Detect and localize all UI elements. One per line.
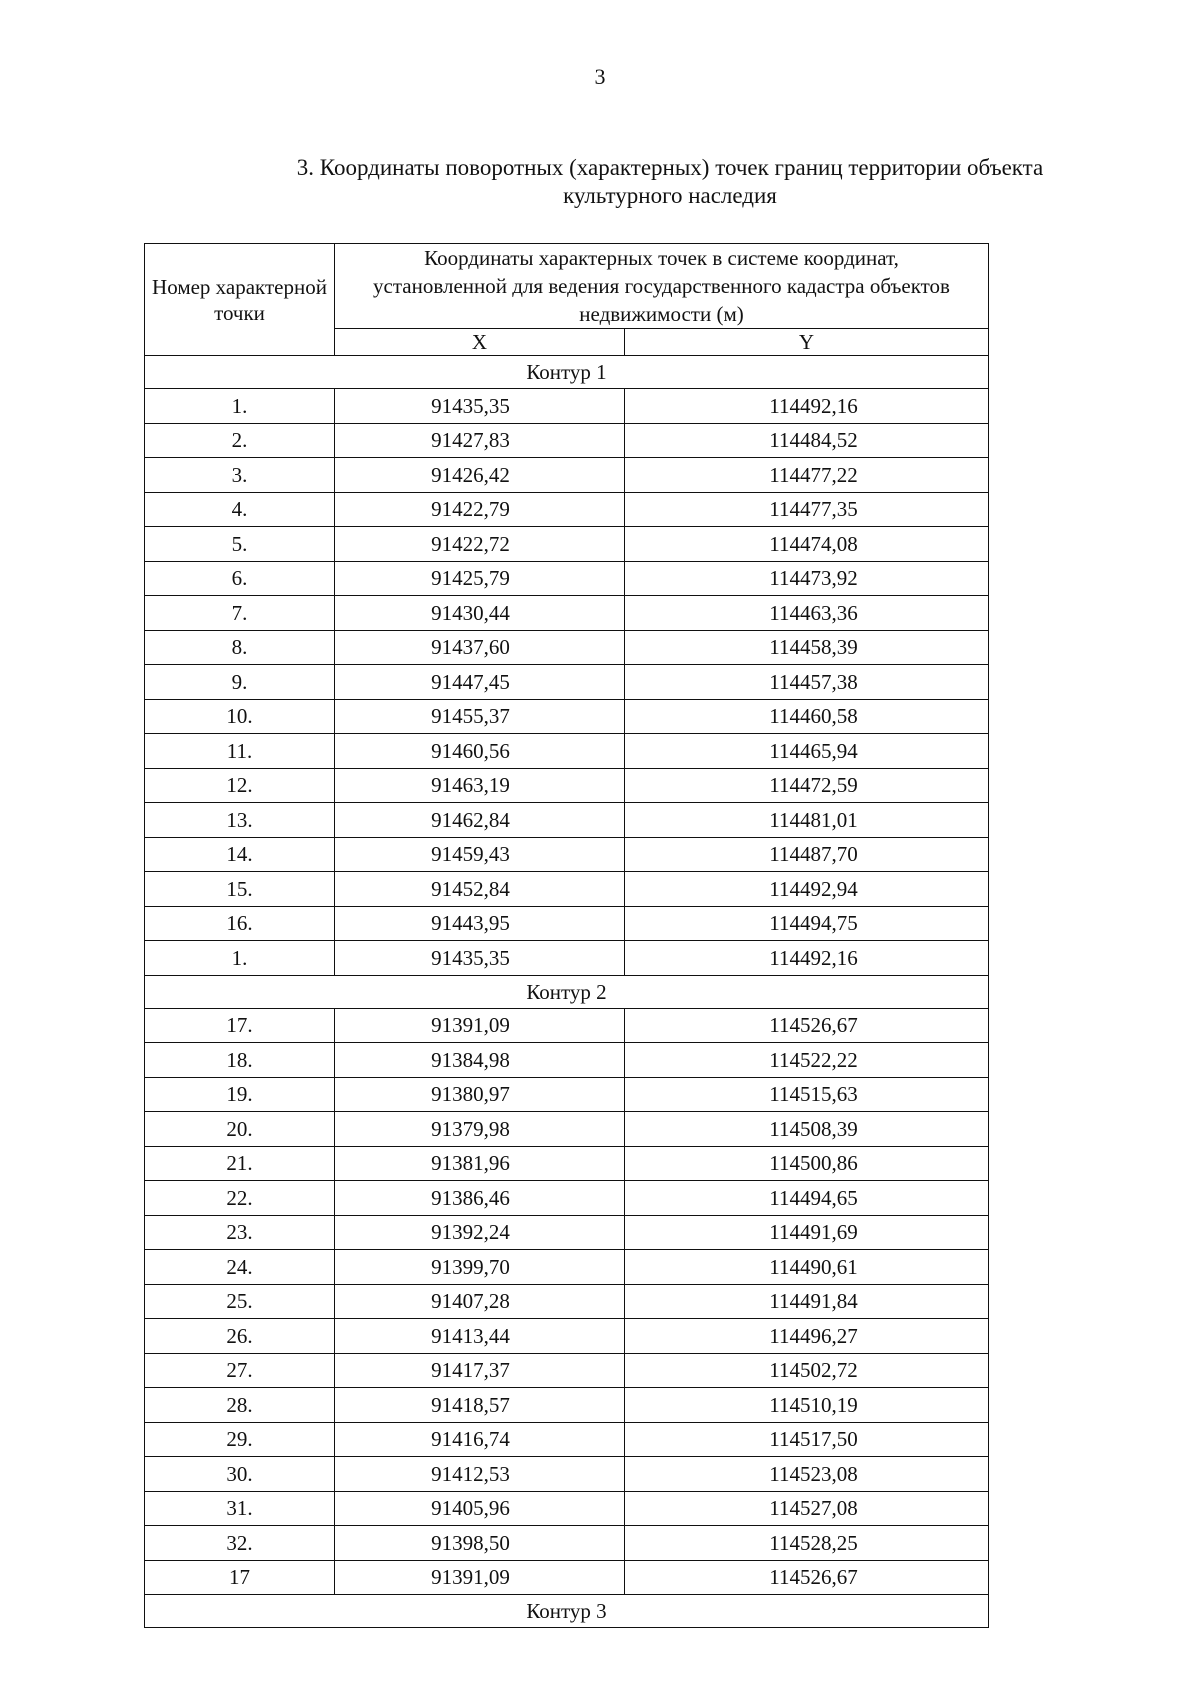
x-coordinate: 91412,53 xyxy=(431,1461,510,1486)
point-number: 11. xyxy=(226,738,253,763)
x-coordinate-cell xyxy=(335,1422,625,1457)
y-coordinate-cell xyxy=(625,872,989,907)
y-coordinate: 114477,22 xyxy=(769,462,858,487)
point-number: 20. xyxy=(226,1116,253,1141)
table-row xyxy=(145,596,989,631)
y-coordinate-cell xyxy=(625,1319,989,1354)
point-number-cell xyxy=(145,1560,335,1595)
x-coordinate-cell xyxy=(335,1008,625,1043)
point-number: 2. xyxy=(231,428,248,453)
x-coordinate: 91437,60 xyxy=(431,635,510,660)
table-row xyxy=(145,527,989,562)
point-number: 32. xyxy=(226,1530,253,1555)
y-coordinate-cell xyxy=(625,699,989,734)
point-number: 28. xyxy=(226,1392,253,1417)
x-coordinate-cell xyxy=(335,458,625,493)
contour-row xyxy=(145,1595,989,1628)
point-number: 5. xyxy=(231,531,248,556)
x-coordinate-cell xyxy=(335,665,625,700)
y-coordinate: 114522,22 xyxy=(769,1047,858,1072)
point-number: 17 xyxy=(229,1565,250,1590)
y-coordinate-cell xyxy=(625,1008,989,1043)
x-coordinate-cell xyxy=(335,803,625,838)
x-coordinate-cell xyxy=(335,1284,625,1319)
contour-row xyxy=(145,356,989,389)
table-row xyxy=(145,561,989,596)
point-number: 17. xyxy=(226,1013,253,1038)
x-coordinate-cell xyxy=(335,389,625,424)
x-coordinate: 91384,98 xyxy=(431,1047,510,1072)
point-number-cell xyxy=(145,1181,335,1216)
x-coordinate: 91435,35 xyxy=(431,393,510,418)
table-row xyxy=(145,734,989,769)
x-coordinate: 91443,95 xyxy=(431,911,510,936)
contour-row xyxy=(145,975,989,1008)
point-number-cell xyxy=(145,665,335,700)
x-coordinate: 91391,09 xyxy=(431,1013,510,1038)
point-number-cell xyxy=(145,1491,335,1526)
point-number-cell xyxy=(145,734,335,769)
x-coordinate: 91422,72 xyxy=(431,531,510,556)
y-coordinate-cell xyxy=(625,527,989,562)
point-number-cell xyxy=(145,1146,335,1181)
point-number: 29. xyxy=(226,1427,253,1452)
x-coordinate: 91380,97 xyxy=(431,1082,510,1107)
y-coordinate: 114496,27 xyxy=(769,1323,858,1348)
table-row xyxy=(145,1181,989,1216)
y-coordinate: 114458,39 xyxy=(769,635,858,660)
point-number: 6. xyxy=(231,566,248,591)
point-number-cell xyxy=(145,803,335,838)
x-coordinate: 91462,84 xyxy=(431,807,510,832)
table-row xyxy=(145,389,989,424)
x-coordinate: 91452,84 xyxy=(431,876,510,901)
point-number-cell xyxy=(145,906,335,941)
table-row xyxy=(145,1491,989,1526)
point-number-cell xyxy=(145,630,335,665)
y-coordinate: 114526,67 xyxy=(769,1565,858,1590)
point-number: 16. xyxy=(226,911,253,936)
table-row xyxy=(145,1319,989,1354)
y-coordinate: 114515,63 xyxy=(769,1082,858,1107)
y-coordinate: 114474,08 xyxy=(769,531,858,556)
point-number: 4. xyxy=(231,497,248,522)
y-coordinate: 114502,72 xyxy=(769,1358,858,1383)
point-number: 30. xyxy=(226,1461,253,1486)
y-coordinate: 114473,92 xyxy=(769,566,858,591)
y-coordinate: 114487,70 xyxy=(769,842,858,867)
x-coordinate: 91386,46 xyxy=(431,1185,510,1210)
y-coordinate-cell xyxy=(625,423,989,458)
table-row xyxy=(145,768,989,803)
point-number: 8. xyxy=(231,635,248,660)
x-coordinate-cell xyxy=(335,734,625,769)
point-number: 3. xyxy=(231,462,248,487)
table-row xyxy=(145,906,989,941)
table-row xyxy=(145,1388,989,1423)
point-number-cell xyxy=(145,1353,335,1388)
x-coordinate: 91413,44 xyxy=(431,1323,510,1348)
x-coordinate-cell xyxy=(335,699,625,734)
y-coordinate: 114460,58 xyxy=(769,704,858,729)
y-coordinate-cell xyxy=(625,1215,989,1250)
x-coordinate: 91463,19 xyxy=(431,773,510,798)
x-coordinate-cell xyxy=(335,1560,625,1595)
contour-title: Контур 2 xyxy=(145,975,989,1008)
y-coordinate: 114465,94 xyxy=(769,738,858,763)
y-coordinate-cell xyxy=(625,906,989,941)
point-number-cell xyxy=(145,1319,335,1354)
x-coordinate-cell xyxy=(335,1181,625,1216)
table-row xyxy=(145,492,989,527)
y-coordinate-cell xyxy=(625,1422,989,1457)
x-coordinate: 91459,43 xyxy=(431,842,510,867)
y-coordinate: 114526,67 xyxy=(769,1013,858,1038)
point-number-cell xyxy=(145,699,335,734)
x-coordinate-cell xyxy=(335,768,625,803)
point-number: 1. xyxy=(231,945,248,970)
y-coordinate-cell xyxy=(625,1250,989,1285)
table-row xyxy=(145,1284,989,1319)
y-coordinate: 114491,69 xyxy=(769,1220,858,1245)
x-coordinate-cell xyxy=(335,1112,625,1147)
header-x: X xyxy=(335,329,625,356)
x-coordinate: 91418,57 xyxy=(431,1392,510,1417)
contour-title: Контур 3 xyxy=(145,1595,989,1628)
x-coordinate: 91399,70 xyxy=(431,1254,510,1279)
y-coordinate-cell xyxy=(625,596,989,631)
point-number-cell xyxy=(145,1077,335,1112)
y-coordinate: 114523,08 xyxy=(769,1461,858,1486)
y-coordinate-cell xyxy=(625,665,989,700)
x-coordinate: 91422,79 xyxy=(431,497,510,522)
x-coordinate: 91416,74 xyxy=(431,1427,510,1452)
y-coordinate: 114472,59 xyxy=(769,773,858,798)
point-number-cell xyxy=(145,1215,335,1250)
y-coordinate-cell xyxy=(625,492,989,527)
point-number: 27. xyxy=(226,1358,253,1383)
table-row xyxy=(145,665,989,700)
point-number: 7. xyxy=(231,600,248,625)
contour-title: Контур 1 xyxy=(145,356,989,389)
x-coordinate-cell xyxy=(335,1526,625,1561)
x-coordinate-cell xyxy=(335,1319,625,1354)
y-coordinate: 114491,84 xyxy=(769,1289,858,1314)
x-coordinate: 91379,98 xyxy=(431,1116,510,1141)
table-row xyxy=(145,630,989,665)
coordinates-table-body xyxy=(145,356,989,1628)
y-coordinate: 114494,75 xyxy=(769,911,858,936)
y-coordinate: 114508,39 xyxy=(769,1116,858,1141)
y-coordinate-cell xyxy=(625,941,989,976)
point-number-cell xyxy=(145,596,335,631)
point-number: 22. xyxy=(226,1185,253,1210)
x-coordinate-cell xyxy=(335,872,625,907)
table-row xyxy=(145,1215,989,1250)
x-coordinate-cell xyxy=(335,1146,625,1181)
point-number: 14. xyxy=(226,842,253,867)
y-coordinate: 114492,16 xyxy=(769,945,858,970)
table-row xyxy=(145,872,989,907)
table-row xyxy=(145,458,989,493)
point-number: 21. xyxy=(226,1151,253,1176)
table-row xyxy=(145,1560,989,1595)
table-row xyxy=(145,1526,989,1561)
point-number: 18. xyxy=(226,1047,253,1072)
point-number-cell xyxy=(145,1457,335,1492)
table-row xyxy=(145,1250,989,1285)
x-coordinate-cell xyxy=(335,630,625,665)
point-number: 24. xyxy=(226,1254,253,1279)
point-number-cell xyxy=(145,872,335,907)
point-number-cell xyxy=(145,1526,335,1561)
y-coordinate-cell xyxy=(625,630,989,665)
page-number: 3 xyxy=(594,64,606,89)
point-number-cell xyxy=(145,423,335,458)
section-heading-line-1: 3. Координаты поворотных (характерных) точек границ территории объекта xyxy=(296,155,1044,180)
x-coordinate-cell xyxy=(335,837,625,872)
table-row xyxy=(145,837,989,872)
header-point-number: Номер характерной точки xyxy=(145,244,335,356)
section-heading xyxy=(250,154,1090,210)
table-row xyxy=(145,699,989,734)
y-coordinate: 114527,08 xyxy=(769,1496,858,1521)
point-number-cell xyxy=(145,492,335,527)
y-coordinate-cell xyxy=(625,803,989,838)
table-row xyxy=(145,1008,989,1043)
point-number: 9. xyxy=(231,669,248,694)
y-coordinate: 114481,01 xyxy=(769,807,858,832)
y-coordinate: 114457,38 xyxy=(769,669,858,694)
point-number-cell xyxy=(145,389,335,424)
y-coordinate: 114528,25 xyxy=(769,1530,858,1555)
y-coordinate-cell xyxy=(625,1077,989,1112)
y-coordinate-cell xyxy=(625,768,989,803)
x-coordinate: 91391,09 xyxy=(431,1565,510,1590)
y-coordinate-cell xyxy=(625,1112,989,1147)
y-coordinate-cell xyxy=(625,1284,989,1319)
point-number-cell xyxy=(145,527,335,562)
x-coordinate-cell xyxy=(335,596,625,631)
y-coordinate: 114484,52 xyxy=(769,428,858,453)
point-number: 26. xyxy=(226,1323,253,1348)
table-row xyxy=(145,1112,989,1147)
point-number: 19. xyxy=(226,1082,253,1107)
point-number-cell xyxy=(145,768,335,803)
y-coordinate: 114492,16 xyxy=(769,393,858,418)
point-number: 12. xyxy=(226,773,253,798)
x-coordinate-cell xyxy=(335,423,625,458)
y-coordinate-cell xyxy=(625,1560,989,1595)
x-coordinate: 91407,28 xyxy=(431,1289,510,1314)
y-coordinate-cell xyxy=(625,1043,989,1078)
point-number: 1. xyxy=(231,393,248,418)
y-coordinate-cell xyxy=(625,1353,989,1388)
table-row xyxy=(145,1422,989,1457)
y-coordinate: 114463,36 xyxy=(769,600,858,625)
point-number-cell xyxy=(145,837,335,872)
point-number: 23. xyxy=(226,1220,253,1245)
x-coordinate-cell xyxy=(335,527,625,562)
x-coordinate-cell xyxy=(335,1457,625,1492)
point-number-cell xyxy=(145,941,335,976)
point-number-cell xyxy=(145,1422,335,1457)
y-coordinate-cell xyxy=(625,1181,989,1216)
table-row xyxy=(145,1457,989,1492)
y-coordinate: 114492,94 xyxy=(769,876,858,901)
point-number: 15. xyxy=(226,876,253,901)
x-coordinate-cell xyxy=(335,1388,625,1423)
point-number: 10. xyxy=(226,704,253,729)
y-coordinate-cell xyxy=(625,1457,989,1492)
header-y: Y xyxy=(625,329,989,356)
x-coordinate-cell xyxy=(335,1491,625,1526)
x-coordinate: 91447,45 xyxy=(431,669,510,694)
y-coordinate: 114500,86 xyxy=(769,1151,858,1176)
x-coordinate: 91398,50 xyxy=(431,1530,510,1555)
y-coordinate-cell xyxy=(625,1526,989,1561)
x-coordinate-cell xyxy=(335,1077,625,1112)
y-coordinate-cell xyxy=(625,1388,989,1423)
x-coordinate: 91426,42 xyxy=(431,462,510,487)
point-number-cell xyxy=(145,561,335,596)
x-coordinate-cell xyxy=(335,492,625,527)
point-number-cell xyxy=(145,458,335,493)
x-coordinate-cell xyxy=(335,1043,625,1078)
point-number-cell xyxy=(145,1284,335,1319)
point-number-cell xyxy=(145,1043,335,1078)
x-coordinate-cell xyxy=(335,1250,625,1285)
y-coordinate-cell xyxy=(625,837,989,872)
y-coordinate: 114490,61 xyxy=(769,1254,858,1279)
point-number: 25. xyxy=(226,1289,253,1314)
section-heading-line-2: культурного наследия xyxy=(563,183,777,208)
y-coordinate-cell xyxy=(625,458,989,493)
table-row xyxy=(145,1353,989,1388)
x-coordinate: 91455,37 xyxy=(431,704,510,729)
x-coordinate: 91381,96 xyxy=(431,1151,510,1176)
y-coordinate-cell xyxy=(625,734,989,769)
point-number-cell xyxy=(145,1388,335,1423)
point-number: 13. xyxy=(226,807,253,832)
x-coordinate: 91460,56 xyxy=(431,738,510,763)
y-coordinate-cell xyxy=(625,389,989,424)
x-coordinate: 91435,35 xyxy=(431,945,510,970)
y-coordinate-cell xyxy=(625,1146,989,1181)
table-row xyxy=(145,1043,989,1078)
x-coordinate-cell xyxy=(335,1215,625,1250)
x-coordinate: 91427,83 xyxy=(431,428,510,453)
header-coordinates: Координаты характерных точек в системе координат, установленной для ведения государственного кадастра объектов недвижимости (м) xyxy=(335,244,989,329)
x-coordinate: 91417,37 xyxy=(431,1358,510,1383)
y-coordinate-cell xyxy=(625,561,989,596)
x-coordinate: 91430,44 xyxy=(431,600,510,625)
point-number: 31. xyxy=(226,1496,253,1521)
y-coordinate-cell xyxy=(625,1491,989,1526)
x-coordinate-cell xyxy=(335,561,625,596)
y-coordinate: 114477,35 xyxy=(769,497,858,522)
x-coordinate-cell xyxy=(335,1353,625,1388)
table-row xyxy=(145,1077,989,1112)
y-coordinate: 114494,65 xyxy=(769,1185,858,1210)
x-coordinate: 91425,79 xyxy=(431,566,510,591)
table-row xyxy=(145,1146,989,1181)
table-row xyxy=(145,803,989,838)
table-row xyxy=(145,423,989,458)
x-coordinate-cell xyxy=(335,941,625,976)
point-number-cell xyxy=(145,1112,335,1147)
x-coordinate: 91405,96 xyxy=(431,1496,510,1521)
x-coordinate: 91392,24 xyxy=(431,1220,510,1245)
y-coordinate: 114517,50 xyxy=(769,1427,858,1452)
x-coordinate-cell xyxy=(335,906,625,941)
coordinates-table xyxy=(144,243,989,1628)
table-row xyxy=(145,941,989,976)
point-number-cell xyxy=(145,1008,335,1043)
y-coordinate: 114510,19 xyxy=(769,1392,858,1417)
point-number-cell xyxy=(145,1250,335,1285)
